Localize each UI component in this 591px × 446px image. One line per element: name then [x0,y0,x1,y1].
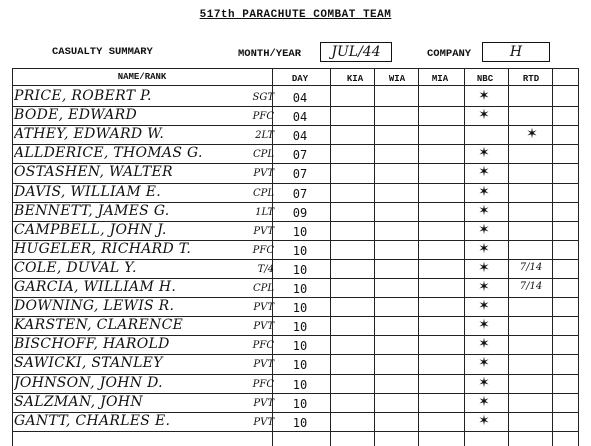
casualty-rank: PFC [252,111,274,123]
nbc-mark: ✶ [478,355,490,372]
nbc-mark: ✶ [478,317,490,334]
col-header-day: DAY [291,74,309,84]
casualty-day: 10 [292,243,308,258]
casualty-name: ATHEY, EDWARD W. [14,126,165,143]
casualty-day: 10 [292,262,308,277]
casualty-day: 10 [292,377,308,392]
casualty-day: 07 [292,167,308,182]
form-title: 517th PARACHUTE COMBAT TEAM [199,9,392,21]
casualty-day: 10 [292,415,308,430]
casualty-rank: PVT [253,321,274,333]
casualty-day: 09 [292,205,308,220]
form-label: CASUALTY SUMMARY [52,46,153,58]
casualty-name: KARSTEN, CLARENCE [14,317,184,334]
casualty-day: 10 [292,339,308,354]
col-header-name-rank: NAME/RANK [117,72,167,82]
rtd-entry: ✶ [526,126,538,143]
casualty-day: 04 [292,129,308,144]
company-label: COMPANY [427,48,472,60]
casualty-rank: SGT [252,92,274,103]
casualty-day: 10 [292,301,308,316]
casualty-day: 10 [292,396,308,411]
casualty-rank: PFC [252,378,274,390]
casualty-rank: CPL [252,283,274,294]
casualty-rank: 2LT [255,130,274,142]
casualty-name: SAWICKI, STANLEY [14,355,163,372]
grid-line [12,68,578,69]
casualty-rank: PVT [253,359,274,371]
grid-line [464,68,465,446]
casualty-rank: PFC [252,340,274,352]
casualty-rank: PFC [252,244,274,256]
casualty-rank: T/4 [257,263,274,275]
casualty-rank: PVT [253,302,274,314]
casualty-day: 10 [292,224,308,239]
casualty-day: 10 [292,282,308,296]
casualty-day: 10 [292,320,308,335]
casualty-rank: CPL [252,149,274,161]
casualty-name: DOWNING, LEWIS R. [14,298,175,315]
casualty-name: HUGELER, RICHARD T. [14,240,192,257]
nbc-mark: ✶ [478,145,490,162]
company-field[interactable]: H [482,42,550,62]
grid-line [578,68,579,446]
casualty-day: 07 [292,186,308,201]
grid-line [12,85,578,86]
casualty-name: BISCHOFF, HAROLD [14,336,170,353]
casualty-name: BODE, EDWARD [14,107,137,124]
col-header-rtd: RTD [522,74,540,84]
nbc-mark: ✶ [478,107,490,124]
col-header-kia: KIA [346,74,364,84]
casualty-name: GARCIA, WILLIAM H. [14,279,177,295]
casualty-rank: CPL [252,187,274,199]
nbc-mark: ✶ [478,279,490,295]
casualty-rank: PVT [253,168,274,180]
col-header-nbc: NBC [476,74,494,84]
nbc-mark: ✶ [478,393,490,410]
nbc-mark: ✶ [478,221,490,238]
casualty-name: OSTASHEN, WALTER [14,164,173,181]
grid-line [374,68,375,446]
grid-line [330,68,331,446]
casualty-day: 07 [292,148,308,163]
casualty-name: BENNETT, JAMES G. [14,202,170,219]
casualty-name: SALZMAN, JOHN [14,393,143,410]
col-header-wia: WIA [388,74,406,84]
month-year-field[interactable]: JUL/44 [320,42,392,62]
casualty-rank: 1LT [255,206,274,218]
grid-line [552,68,553,446]
nbc-mark: ✶ [478,336,490,353]
casualty-name: ALLDERICE, THOMAS G. [14,145,203,162]
casualty-name: GANTT, CHARLES E. [14,412,171,429]
casualty-day: 04 [292,110,308,125]
casualty-day: 10 [292,358,308,373]
nbc-mark: ✶ [478,202,490,219]
grid-line [418,68,419,446]
month-year-label: MONTH/YEAR [238,48,302,60]
col-header-mia: MIA [431,74,449,84]
nbc-mark: ✶ [478,298,490,315]
casualty-day: 04 [292,91,308,105]
casualty-name: COLE, DUVAL Y. [14,259,137,276]
nbc-mark: ✶ [478,412,490,429]
grid-line [12,68,13,446]
grid-line [12,431,578,432]
casualty-rank: PVT [253,225,274,237]
rtd-entry: 7/14 [519,261,543,273]
casualty-name: CAMPBELL, JOHN J. [14,221,167,238]
rtd-entry: 7/14 [519,281,543,292]
nbc-mark: ✶ [478,240,490,257]
nbc-mark: ✶ [478,259,490,276]
casualty-name: JOHNSON, JOHN D. [14,374,163,391]
casualty-rank: PVT [253,416,274,428]
nbc-mark: ✶ [478,374,490,391]
casualty-name: PRICE, ROBERT P. [14,88,152,104]
nbc-mark: ✶ [478,164,490,181]
nbc-mark: ✶ [478,183,490,200]
casualty-name: DAVIS, WILLIAM E. [14,183,161,200]
grid-line [508,68,509,446]
casualty-rank: PVT [253,397,274,409]
nbc-mark: ✶ [478,88,490,104]
